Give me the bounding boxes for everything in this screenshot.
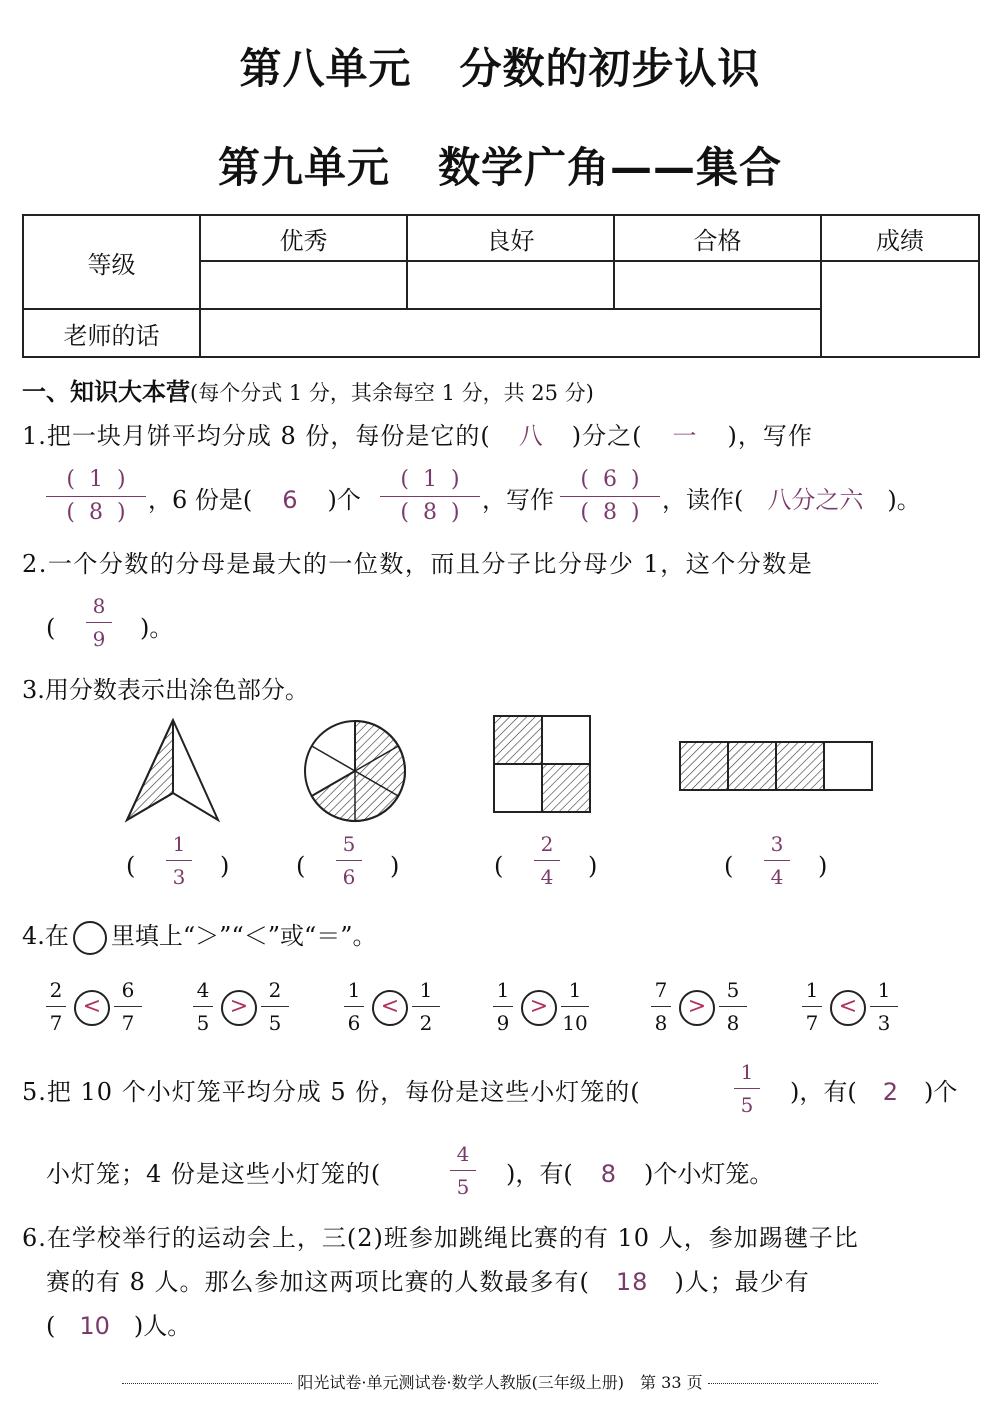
q3-answer-4-close: ): [818, 852, 828, 880]
q4-answer-circle: >: [521, 990, 557, 1026]
q3-answer-1: 1 3: [166, 830, 192, 891]
circle-figure: [305, 721, 405, 821]
q4-right-fraction: 6 7: [114, 976, 142, 1037]
q4-answer-circle: <: [372, 990, 408, 1026]
question-3-text: 3.用分数表示出涂色部分。: [22, 676, 309, 704]
grade-good-label: 良好: [407, 215, 614, 261]
square-figure: [494, 716, 590, 812]
question-2-open: (: [46, 614, 56, 642]
section-heading: 一、知识大本营(每个分式 1 分，其余每空 1 分，共 25 分): [22, 378, 594, 406]
grade-excellent-cell[interactable]: [200, 261, 407, 309]
q4-answer-circle: <: [830, 990, 866, 1026]
q4-right-fraction: 1 10: [562, 978, 588, 1035]
q4-right-fraction: 1 2: [412, 976, 440, 1037]
page-footer: 阳光试卷·单元测试卷·数学人教版(三年级上册) 第 33 页: [0, 1370, 1000, 1393]
teacher-comment-cell[interactable]: [200, 309, 821, 357]
q4-left-fraction: 1 7: [802, 976, 822, 1037]
rectangle-figure: [680, 742, 872, 790]
q3-figures: [0, 700, 1000, 830]
q3-answer-1-open: (: [126, 852, 136, 880]
q3-answer-4: 3 4: [764, 830, 790, 891]
triangle-figure: [127, 720, 218, 820]
q4-right-fraction: 5 8: [719, 976, 747, 1037]
question-4-text: 4.在 里填上“＞”“＜”或“＝”。: [22, 920, 377, 955]
question-5-line2a: 小灯笼；4 份是这些小灯笼的(: [46, 1160, 382, 1188]
question-6-line3: ( 10 )人。: [46, 1312, 192, 1340]
question-5-line1b: )，有( 2 )个: [790, 1078, 958, 1106]
q1-fraction-1: ( 1 ) ( 8 ): [46, 466, 146, 527]
q4-answer-circle: <: [74, 990, 110, 1026]
q5-answer-fraction-1: 1 5: [734, 1058, 760, 1119]
q3-answer-2: 5 6: [336, 830, 362, 891]
question-2-line1: 2.一个分数的分母是最大的一位数，而且分子比分母少 1，这个分数是: [22, 550, 814, 578]
grade-level-label: 等级: [23, 215, 200, 309]
q4-answer-circle: >: [679, 990, 715, 1026]
q1-fraction-2: ( 1 ) ( 8 ): [380, 466, 480, 527]
q1-fraction-3: ( 6 ) ( 8 ): [560, 466, 660, 527]
question-6-line2: 赛的有 8 人。那么参加这两项比赛的人数最多有( 18 )人；最少有: [46, 1268, 810, 1296]
question-1-line2a: ，6 份是( 6 )个: [148, 486, 361, 514]
grade-pass-label: 合格: [614, 215, 821, 261]
q4-left-fraction: 1 9: [493, 976, 513, 1037]
q3-answer-2-open: (: [296, 852, 306, 880]
grade-good-cell[interactable]: [407, 261, 614, 309]
q4-left-fraction: 2 7: [46, 976, 66, 1037]
teacher-comment-label: 老师的话: [23, 309, 200, 357]
q3-answer-3-open: (: [494, 852, 504, 880]
q3-answer-1-close: ): [220, 852, 230, 880]
question-1-line2c: ，读作( 八分之六 )。: [662, 486, 921, 514]
q4-right-fraction: 2 5: [261, 976, 289, 1037]
question-1-line2b: ，写作: [482, 486, 554, 514]
q3-answer-3: 2 4: [534, 830, 560, 891]
grade-table: [22, 214, 980, 358]
grade-score-cell[interactable]: [821, 261, 979, 357]
question-5-line1a: 5.把 10 个小灯笼平均分成 5 份，每份是这些小灯笼的(: [22, 1078, 641, 1106]
page-title-unit8: 第八单元 分数的初步认识: [239, 44, 761, 93]
question-2-close: )。: [140, 614, 174, 642]
question-1-line1: 1.把一块月饼平均分成 8 份，每份是它的( 八 )分之( 一 )，写作: [22, 422, 813, 450]
q4-answer-circle: >: [221, 990, 257, 1026]
grade-score-label: 成绩: [821, 215, 979, 261]
q4-left-fraction: 7 8: [651, 976, 671, 1037]
q3-answer-3-close: ): [588, 852, 598, 880]
q4-left-fraction: 1 6: [344, 976, 364, 1037]
question-6-line1: 6.在学校举行的运动会上，三(2)班参加跳绳比赛的有 10 人，参加踢毽子比: [22, 1224, 859, 1252]
q3-answer-2-close: ): [390, 852, 400, 880]
q4-left-fraction: 4 5: [193, 976, 213, 1037]
q4-right-fraction: 1 3: [870, 976, 898, 1037]
grade-pass-cell[interactable]: [614, 261, 821, 309]
grade-excellent-label: 优秀: [200, 215, 407, 261]
page-title-unit9: 第九单元 数学广角——集合: [217, 143, 783, 192]
q5-answer-fraction-2: 4 5: [450, 1140, 476, 1201]
q3-answer-4-open: (: [724, 852, 734, 880]
question-5-line2b: )，有( 8 )个小灯笼。: [506, 1160, 774, 1188]
q2-answer-fraction: 8 9: [86, 592, 112, 653]
circle-blank-icon: [73, 921, 107, 955]
